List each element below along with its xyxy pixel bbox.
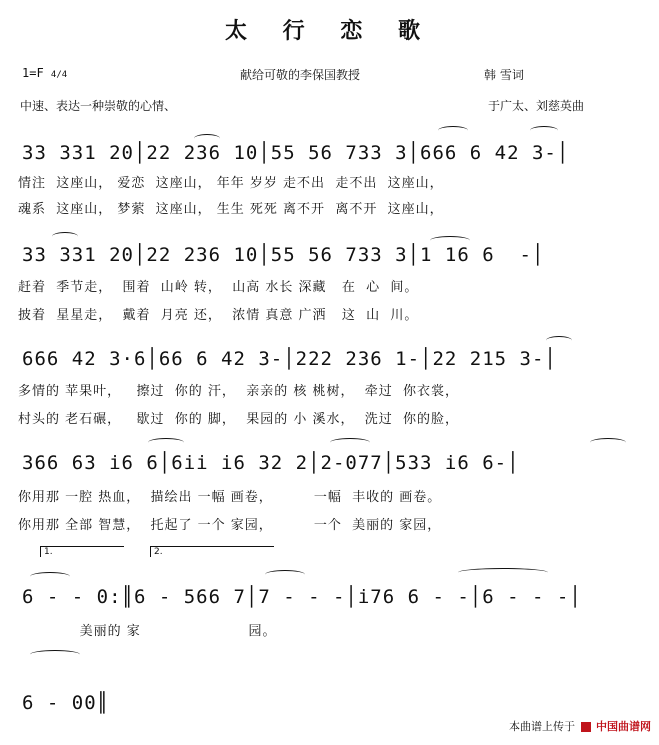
slur — [458, 568, 548, 577]
notation-line: 6 - 00║ — [22, 692, 110, 714]
lyrics-verse-1: 赶着 季节走， 围着 山岭 转， 山高 水长 深藏 在 心 间。 — [18, 280, 419, 295]
slur — [438, 126, 468, 135]
notation-line: 33 331 20│22 236 10│55 56 733 3│1 16 6 -│ — [22, 244, 545, 266]
footer-credit — [509, 718, 651, 734]
lyrics-verse-2: 村头的 老石碾， 歇过 你的 脚， 果园的 小 溪水， 洗过 你的脸， — [18, 412, 459, 427]
slur — [30, 650, 80, 659]
volta-2: 2. — [150, 546, 274, 557]
song-title: 太 行 恋 歌 — [225, 19, 434, 44]
dedication: 献给可敬的李保国教授 — [240, 68, 361, 82]
key-label: 1=F — [22, 66, 44, 80]
slur — [265, 570, 305, 579]
slur — [530, 126, 558, 135]
lyrics-verse-1: 情注 这座山， 爱恋 这座山， 年年 岁岁 走不出 走不出 这座山， — [18, 176, 444, 191]
notation-line: 33 331 20│22 236 10│55 56 733 3│666 6 42 3-│ — [22, 142, 570, 164]
lyrics-verse-1: 多情的 苹果叶， 擦过 你的 汗， 亲亲的 核 桃树， 牵过 你衣裳， — [18, 384, 459, 399]
lyrics-verse-1: 你用那 一腔 热血， 描绘出 一幅 画卷， 一幅 丰收的 画卷。 — [18, 490, 442, 505]
site-logo-text: 中国曲谱网 — [596, 720, 651, 733]
slur — [148, 438, 184, 447]
slur — [52, 232, 78, 241]
notation-line: 666 42 3·6│66 6 42 3-│222 236 1-│22 215 3-│ — [22, 348, 557, 370]
slur — [330, 438, 370, 447]
lyrics-verse-2: 披着 星星走， 戴着 月亮 还， 浓情 真意 广洒 这 山 川。 — [18, 308, 419, 323]
volta-1: 1. — [40, 546, 124, 557]
composer: 于广太、刘慈英曲 — [488, 99, 585, 113]
site-logo-icon — [581, 722, 591, 732]
lyrics-verse-2: 魂系 这座山， 梦萦 这座山， 生生 死死 离不开 离不开 这座山， — [18, 202, 444, 217]
slur — [590, 438, 626, 447]
lyrics-verse-2: 你用那 全部 智慧， 托起了 一个 家园， 一个 美丽的 家园， — [18, 518, 442, 533]
lyricist: 韩 雪词 — [484, 68, 524, 82]
slur — [546, 336, 572, 345]
time-signature: 4/4 — [50, 70, 68, 80]
key-signature — [22, 66, 67, 80]
notation-line: 6 - - 0:║6 - 566 7│7 - - -│i76 6 - -│6 - - -│ — [22, 586, 582, 608]
tempo-marking: 中速、表达一种崇敬的心情、 — [20, 99, 177, 113]
footer-text: 本曲谱上传于 — [509, 720, 575, 733]
notation-line: 366 63 i6 6│6ii i6 32 2│2-077│533 i6 6-│ — [22, 452, 520, 474]
lyrics-verse-1: 美丽的 家 园。 — [18, 624, 277, 639]
slur — [30, 572, 70, 581]
